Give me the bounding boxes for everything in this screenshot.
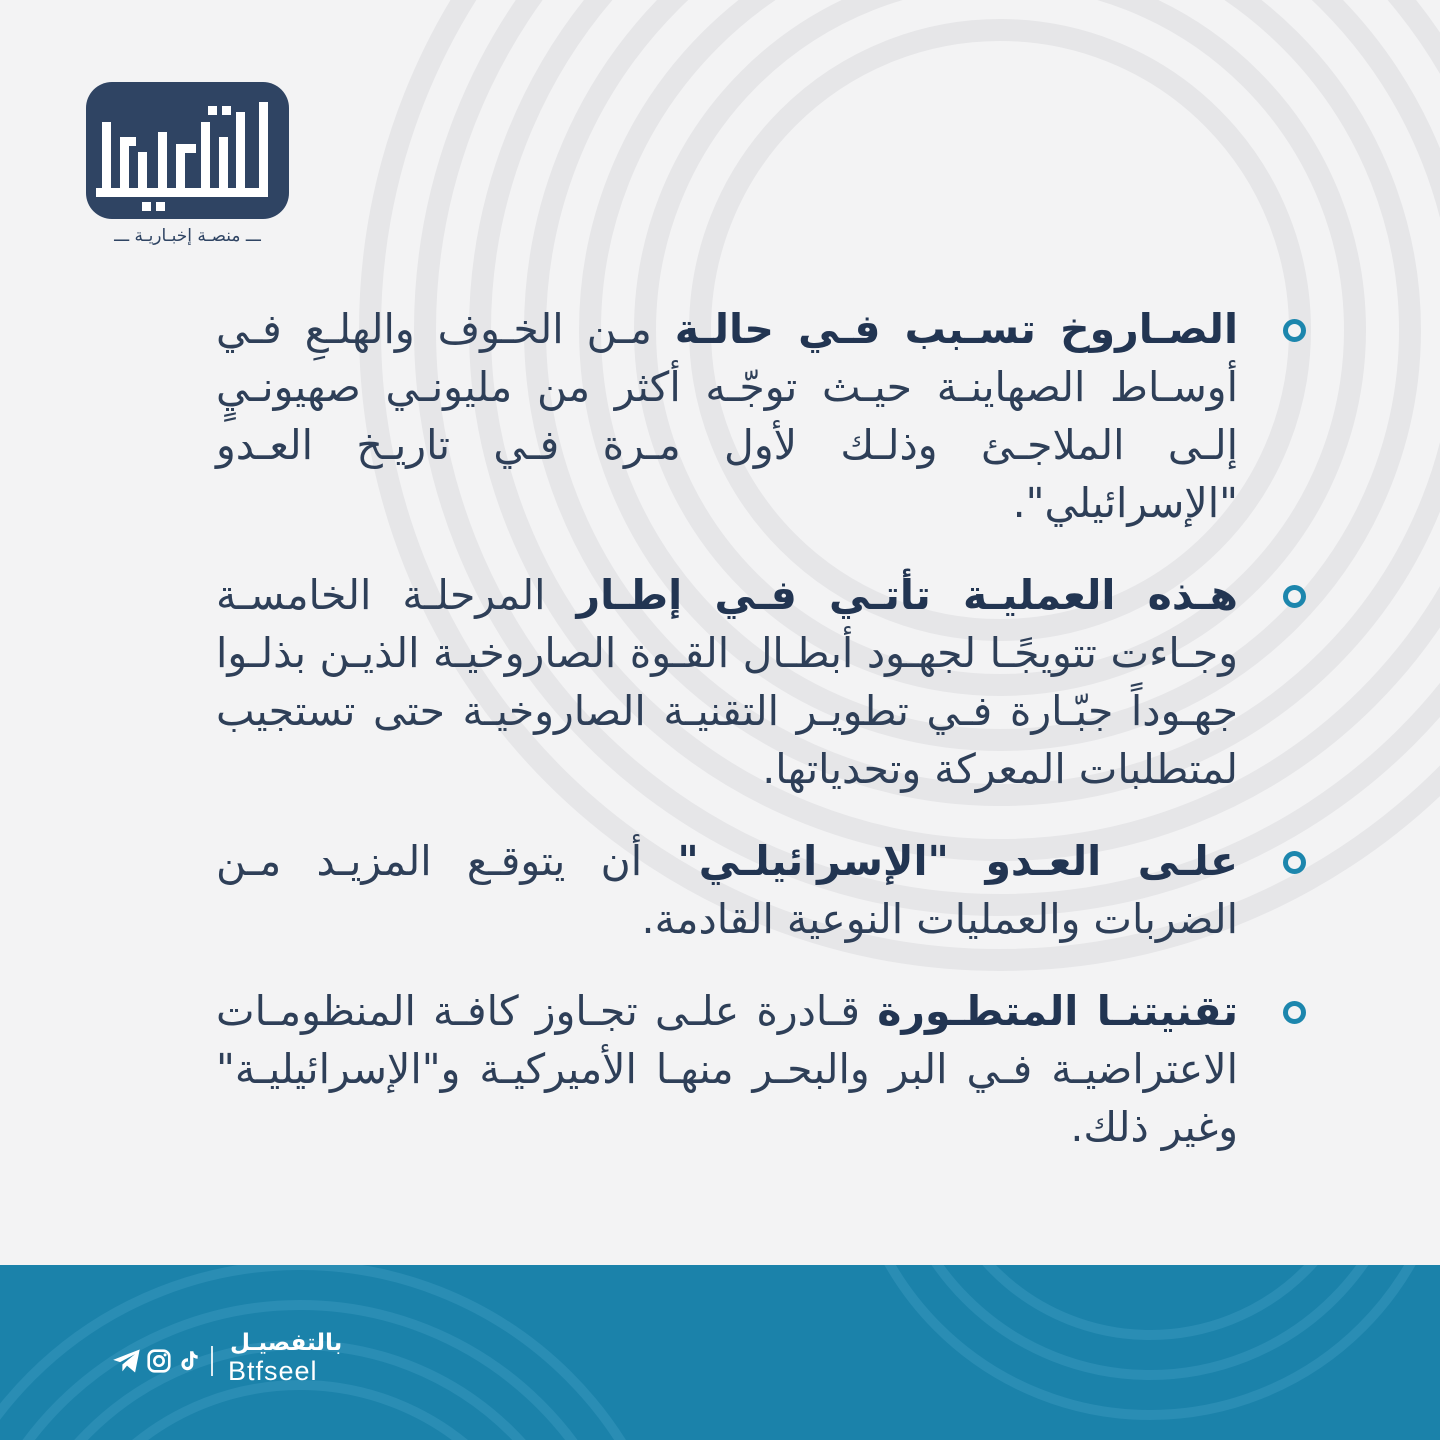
- footer-arc-pattern: [0, 1265, 1440, 1440]
- telegram-icon[interactable]: [112, 1348, 142, 1374]
- bullet-dot-icon: [1283, 1001, 1306, 1024]
- bullet-dot-icon: [1283, 851, 1306, 874]
- bullet-item: [216, 566, 1306, 798]
- bullet-body: مـن الخـوف والهلـعِ فـي أوسـاط الصهاينـة حيـث توجّـه أكثر من مليونـي صهيونـيٍ إلـى الملاجـئ وذلـك لأول مـرة فـي تاريـخ العـدو "الإسرائيلي".: [216, 305, 1238, 527]
- bullet-text: [216, 300, 1238, 532]
- bullet-lead: تقنيتنـا المتطـورة: [877, 987, 1239, 1035]
- bullet-lead: علـى العـدو "الإسرائيلـي": [677, 837, 1238, 885]
- bullet-text: [216, 566, 1238, 798]
- tiktok-icon[interactable]: [176, 1348, 202, 1374]
- footer-brand-latin: Btfseel: [228, 1356, 318, 1386]
- bullet-body: المرحلـة الخامسـة وجـاءت تتويجًـا لجهـود أبطـال القـوة الصاروخيـة الذيـن بذلـوا جهـوداً جبّـارة فـي تطويـر التقنيـة الصاروخيـة حتى تستجيب لمتطلبات المعركة وتحدياتها.: [216, 571, 1238, 793]
- bullet-list: [216, 300, 1306, 1190]
- bullet-dot-icon: [1283, 319, 1306, 342]
- brand-logo: [86, 82, 289, 219]
- bullet-item: [216, 300, 1306, 532]
- footer-bar: [0, 1265, 1440, 1440]
- bullet-text: [216, 982, 1238, 1156]
- bullet-lead: هـذه العمليـة تأتـي فـي إطـار: [576, 571, 1238, 619]
- bullet-dot-icon: [1283, 585, 1306, 608]
- bullet-lead: الصـاروخ تسـبب فـي حالـة: [674, 305, 1238, 353]
- bullet-body: قـادرة علـى تجـاوز كافـة المنظومـات الاعتراضيـة فـي البر والبحـر منهـا الأميركيـة و"الإسرائيليـة" وغير ذلك.: [216, 987, 1238, 1151]
- bullet-text: [216, 832, 1238, 948]
- bullet-body: أن يتوقـع المزيـد مـن الضربات والعمليات النوعية القادمة.: [216, 837, 1238, 943]
- instagram-icon[interactable]: [146, 1348, 172, 1374]
- logo-tagline: ـــ منصـة إخبـاريـة ـــ: [114, 226, 261, 246]
- bullet-item: [216, 982, 1306, 1156]
- logo-wordmark-graphic: [86, 82, 289, 219]
- footer-divider: [211, 1346, 213, 1376]
- footer-brand-arabic: بالتفصيـل: [230, 1330, 343, 1356]
- bullet-item: [216, 832, 1306, 948]
